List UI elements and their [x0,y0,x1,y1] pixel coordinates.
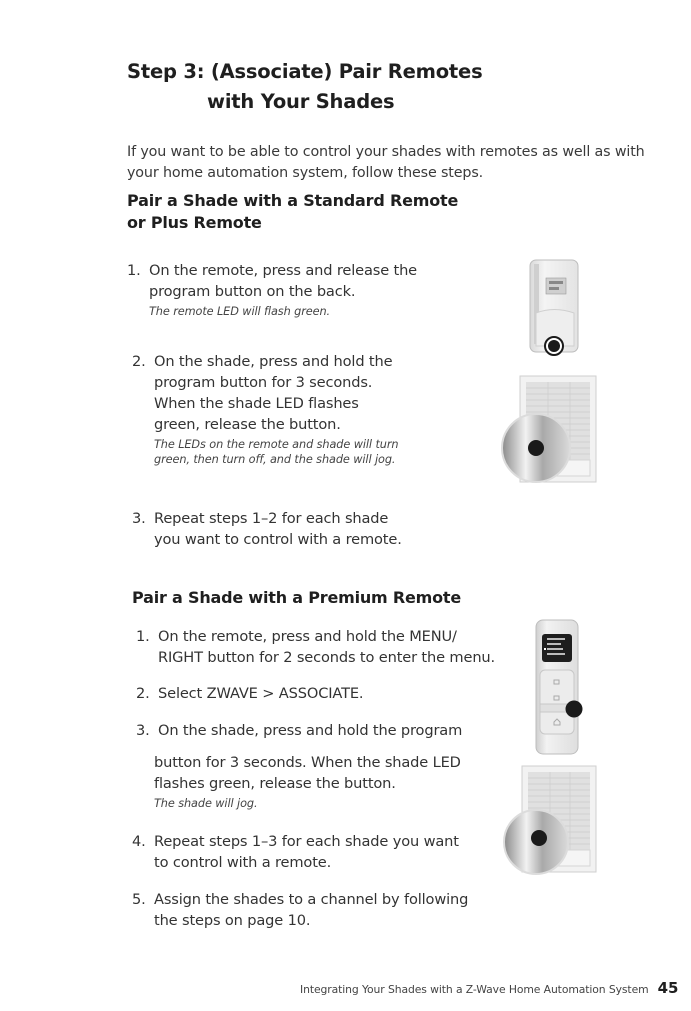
premium-step-3-continued [154,752,484,811]
standard-step-2 [132,351,417,467]
step-number: 3. [132,510,146,527]
footer-text: Integrating Your Shades with a Z-Wave Home Automation System [300,983,649,996]
step-text-line-1: On the shade, press and hold the program [158,722,463,739]
step-note: The remote LED will flash green. [149,305,330,318]
section-heading-standard [127,190,487,234]
premium-step-4 [132,831,492,873]
page-number: 45 [657,979,679,997]
premium-step-5 [132,889,502,931]
step-text: Select ZWAVE > ASSOCIATE. [158,685,364,702]
page-title-line-1: Step 3: (Associate) Pair Remotes [127,60,483,83]
step-text: button for 3 seconds. When the shade LED flashes green, release the button. [154,754,461,792]
step-text: On the remote, press and hold the MENU/ RIGHT button for 2 seconds to enter the menu. [158,628,496,666]
section-heading-premium: Pair a Shade with a Premium Remote [132,588,462,607]
premium-remote-image [534,618,586,758]
step-number: 4. [132,833,146,850]
step-number: 3. [136,722,150,739]
page-footer [300,978,679,997]
standard-step-1 [127,260,417,319]
premium-step-1 [136,626,526,668]
step-note: The LEDs on the remote and shade will turn green, then turn off, and the shade will jog. [154,438,399,466]
step-text: On the remote, press and release the program button on the back. [149,262,418,300]
section-heading-standard-line-1: Pair a Shade with a Standard Remote [127,191,459,210]
standard-step-3 [132,508,422,550]
section-heading-standard-line-2: or Plus Remote [127,213,262,232]
step-text: Repeat steps 1–3 for each shade you want to control with a remote. [154,833,459,871]
step-number: 1. [136,628,150,645]
step-text: On the shade, press and hold the program button for 3 seconds. When the shade LED flashes green, release the button. [154,353,393,433]
shade-image-standard [500,374,600,486]
page-title-line-2: with Your Shades [207,90,395,113]
step-note: The shade will jog. [154,797,258,810]
standard-remote-image [528,258,584,358]
page-title [127,57,547,117]
premium-step-3 [136,720,496,741]
intro-paragraph: If you want to be able to control your shades with remotes as well as with your home automation system, follow these steps. [127,144,645,181]
step-text: Assign the shades to a channel by following the steps on page 10. [154,891,469,929]
step-number: 1. [127,262,141,279]
premium-step-2 [136,683,496,704]
step-number: 2. [136,685,150,702]
step-number: 2. [132,353,146,370]
shade-image-premium [500,764,600,876]
step-number: 5. [132,891,146,908]
step-text: Repeat steps 1–2 for each shade you want to control with a remote. [154,510,402,548]
